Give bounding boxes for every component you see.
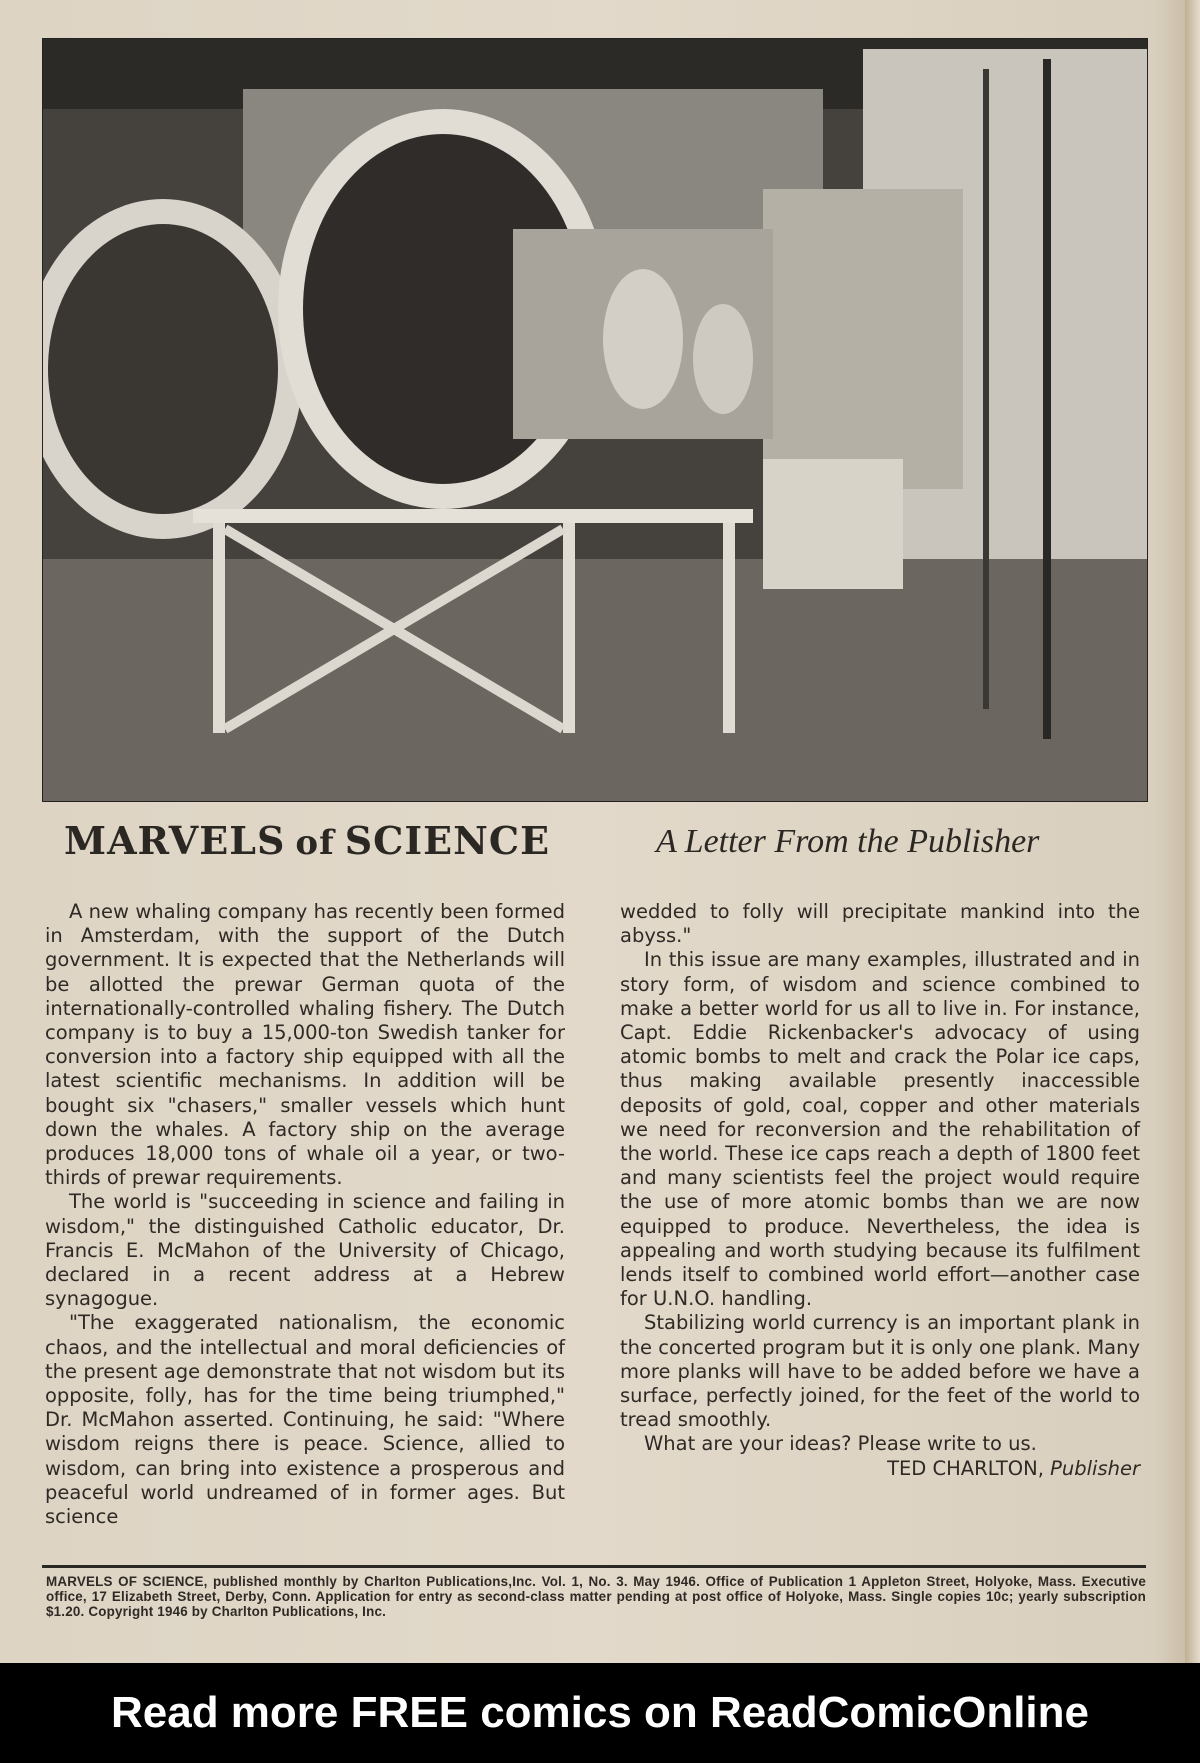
- paragraph: Stabilizing world currency is an important plank in the concerted program but it is only one plank. Many more planks will have to be added before we have a surface, perfectly joined, for the feet of the world to tread smoothly.: [620, 1311, 1140, 1432]
- title-science: SCIENCE: [344, 818, 551, 863]
- paragraph-continuation: wedded to folly will precipitate mankind into the abyss.": [620, 900, 1140, 948]
- photo-illustration: [43, 39, 1147, 801]
- letter-heading: A Letter From the Publisher: [656, 823, 1040, 860]
- title-marvels: MARVELS: [64, 818, 286, 863]
- paragraph: The world is "succeeding in science and failing in wisdom," the distinguished Catholic educator, Dr. Francis E. McMahon of the University of Chicago, declared in a recent address at a Hebrew synagogue.: [45, 1190, 565, 1311]
- promo-banner-text[interactable]: Read more FREE comics on ReadComicOnline: [110, 1688, 1089, 1737]
- laboratory-photo: [42, 38, 1148, 802]
- signature-name: TED CHARLTON,: [887, 1456, 1044, 1480]
- magazine-title: [64, 818, 550, 863]
- paragraph: A new whaling company has recently been formed in Amsterdam, with the support of the Dutch government. It is expected that the Netherlands will be allotted the prewar German quota of the internationally-controlled whaling fishery. The Dutch company is to buy a 15,000-ton Swedish tanker for conversion into a factory ship equipped with all the latest scientific mechanisms. In addition will be bought six "chasers," smaller vessels which hunt down the whales. A factory ship on the average produces 18,000 tons of whale oil a year, or two-thirds of prewar requirements.: [45, 900, 565, 1190]
- publication-imprint: MARVELS OF SCIENCE, published monthly by Charlton Publications,Inc. Vol. 1, No. 3. May 1946. Office of Publication 1 Appleton Street, Holyoke, Mass. Executive office, 17 Elizabeth Street, Derby, Conn. Application for entry as second-class matter pending at post office of Holyoke, Mass. Single copies 10c; yearly subscription $1.20. Copyright 1946 by Charlton Publications, Inc.: [46, 1574, 1146, 1619]
- signature: [620, 1457, 1140, 1481]
- letter-column-right: [620, 900, 1140, 1481]
- title-of: of: [295, 823, 335, 863]
- paragraph: What are your ideas? Please write to us.: [644, 1432, 1037, 1456]
- paragraph: "The exaggerated nationalism, the economic chaos, and the intellectual and moral deficiencies of the present age demonstrate that not wisdom but its opposite, folly, has for the time being triumphed," Dr. McMahon asserted. Continuing, he said: "Where wisdom reigns there is peace. Science, allied to wisdom, can bring into existence a prosperous and peaceful world undreamed of in former ages. But science: [45, 1311, 565, 1529]
- footer-divider: [42, 1565, 1146, 1568]
- promo-banner[interactable]: [0, 1663, 1200, 1763]
- letter-column-left: [45, 900, 565, 1529]
- signature-title: Publisher: [1050, 1456, 1140, 1480]
- paragraph: In this issue are many examples, illustrated and in story form, of wisdom and science combined to make a better world for us all to live in. For instance, Capt. Eddie Rickenbacker's advocacy of using atomic bombs to melt and crack the Polar ice caps, thus making available presently inaccessible deposits of gold, coal, copper and other materials we need for reconversion and the rehabilitation of the world. These ice caps reach a depth of 1800 feet and many scientists feel the project would require the use of more atomic bombs than we are now equipped to produce. Nevertheless, the idea is appealing and worth studying because its fulfilment lends itself to combined world effort—another case for U.N.O. handling.: [620, 948, 1140, 1311]
- page-edge-shadow: [1185, 0, 1200, 1663]
